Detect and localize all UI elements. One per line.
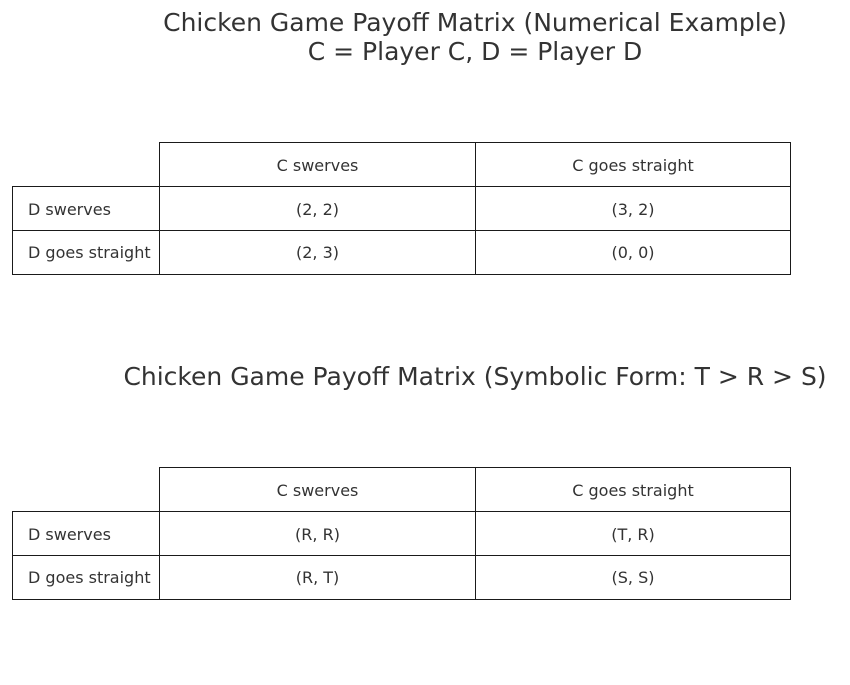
payoff-cell: (3, 2) — [475, 186, 791, 232]
col-header-c-swerves: C swerves — [159, 467, 476, 513]
payoff-cell: (T, R) — [475, 511, 791, 557]
payoff-cell: (S, S) — [475, 555, 791, 600]
payoff-cell: (R, T) — [159, 555, 476, 600]
symbolic-matrix-title: Chicken Game Payoff Matrix (Symbolic Form: T > R > S) — [123, 362, 827, 391]
numerical-payoff-matrix — [12, 142, 791, 275]
numerical-title-line1: Chicken Game Payoff Matrix (Numerical Example) — [163, 8, 787, 37]
numerical-matrix-title — [0, 8, 850, 66]
row-header-d-goes-straight: D goes straight — [12, 230, 161, 275]
payoff-cell: (R, R) — [159, 511, 476, 557]
payoff-cell: (2, 3) — [159, 230, 476, 275]
col-header-c-goes-straight: C goes straight — [475, 142, 791, 188]
row-header-d-goes-straight: D goes straight — [12, 555, 161, 600]
numerical-title-line2: C = Player C, D = Player D — [307, 37, 643, 66]
symbolic-payoff-matrix — [12, 467, 791, 600]
payoff-cell: (2, 2) — [159, 186, 476, 232]
col-header-c-goes-straight: C goes straight — [475, 467, 791, 513]
row-header-d-swerves: D swerves — [12, 511, 161, 557]
col-header-c-swerves: C swerves — [159, 142, 476, 188]
row-header-d-swerves: D swerves — [12, 186, 161, 232]
payoff-cell: (0, 0) — [475, 230, 791, 275]
